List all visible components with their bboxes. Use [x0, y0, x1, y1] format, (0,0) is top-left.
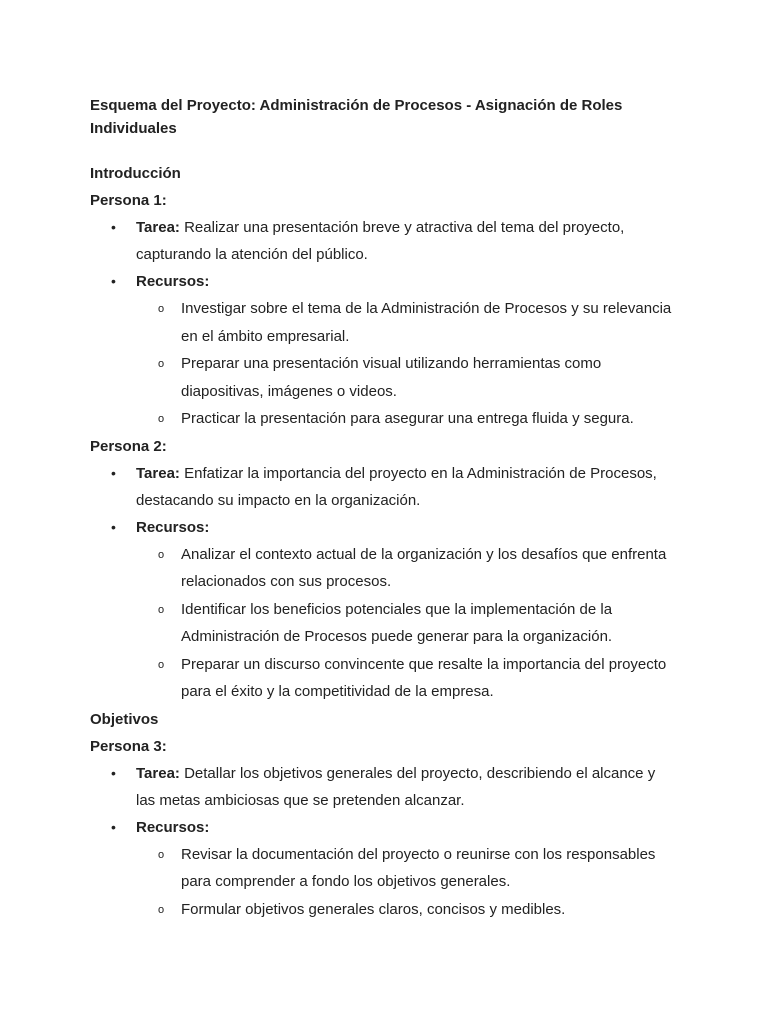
tarea-text: Enfatizar la importancia del proyecto en la Administración de Procesos, destacando su impacto en la organización. — [136, 464, 657, 509]
circle-bullet-icon: o — [158, 848, 165, 861]
persona-heading: Persona 3: — [90, 737, 167, 755]
recurso-text: Preparar un discurso convincente que resalte la importancia del proyecto para el éxito y la competitividad de la empresa. — [181, 655, 667, 700]
recurso-item — [136, 651, 678, 706]
circle-bullet-icon: o — [158, 413, 165, 425]
recurso-item — [136, 841, 678, 896]
bullet-icon: • — [111, 464, 116, 481]
section-heading: Objetivos — [90, 710, 159, 728]
persona-task-list — [90, 760, 678, 924]
recurso-text: Revisar la documentación del proyecto o reunirse con los responsables para comprender a fondo los objetivos generales. — [181, 845, 656, 890]
recurso-item — [136, 405, 678, 433]
bullet-icon: • — [111, 273, 116, 289]
recurso-text: Formular objetivos generales claros, concisos y medibles. — [181, 900, 566, 918]
circle-bullet-icon: o — [158, 603, 165, 616]
tarea-item — [90, 760, 678, 814]
bullet-icon: • — [111, 518, 116, 535]
document-title: Esquema del Proyecto: Administración de Procesos - Asignación de Roles Individuales — [90, 97, 623, 137]
tarea-item — [90, 214, 678, 268]
recursos-label: Recursos: — [136, 273, 210, 290]
persona-heading: Persona 1: — [90, 192, 167, 209]
circle-bullet-icon: o — [158, 303, 165, 315]
recursos-item — [90, 268, 678, 433]
tarea-text: Detallar los objetivos generales del proyecto, describiendo el alcance y las metas ambiciosas que se pretenden alcanzar. — [136, 764, 656, 809]
recurso-item — [136, 350, 678, 405]
recurso-text: Identificar los beneficios potenciales que la implementación de la Administración de Procesos puede generar para la organización. — [181, 600, 613, 645]
circle-bullet-icon: o — [158, 548, 165, 561]
recurso-text: Analizar el contexto actual de la organización y los desafíos que enfrenta relacionados con sus procesos. — [181, 545, 667, 590]
recursos-item — [90, 514, 678, 706]
bullet-icon: • — [111, 818, 116, 835]
circle-bullet-icon: o — [158, 358, 165, 370]
document-body — [90, 160, 678, 923]
bullet-icon: • — [111, 219, 116, 235]
circle-bullet-icon: o — [158, 658, 165, 671]
persona-heading: Persona 2: — [90, 437, 167, 455]
recurso-text: Preparar una presentación visual utilizando herramientas como diapositivas, imágenes o videos. — [181, 355, 602, 400]
recursos-item — [90, 814, 678, 924]
recursos-list — [136, 541, 678, 706]
recurso-item — [136, 896, 678, 924]
persona-task-list — [90, 214, 678, 433]
recurso-item — [136, 541, 678, 596]
persona-task-list — [90, 460, 678, 706]
section-heading: Introducción — [90, 165, 181, 182]
bullet-icon: • — [111, 764, 116, 781]
tarea-label: Tarea: — [136, 219, 180, 236]
recursos-label: Recursos: — [136, 518, 210, 536]
recursos-list — [136, 841, 678, 924]
recursos-label: Recursos: — [136, 818, 210, 836]
recurso-item — [136, 295, 678, 350]
tarea-text: Realizar una presentación breve y atractiva del tema del proyecto, capturando la atención del público. — [136, 219, 625, 263]
tarea-label: Tarea: — [136, 764, 180, 782]
tarea-label: Tarea: — [136, 464, 180, 482]
recurso-item — [136, 596, 678, 651]
recurso-text: Investigar sobre el tema de la Administración de Procesos y su relevancia en el ámbito empresarial. — [181, 300, 672, 345]
circle-bullet-icon: o — [158, 903, 165, 916]
tarea-item — [90, 460, 678, 514]
recursos-list — [136, 295, 678, 433]
recurso-text: Practicar la presentación para asegurar una entrega fluida y segura. — [181, 410, 634, 427]
